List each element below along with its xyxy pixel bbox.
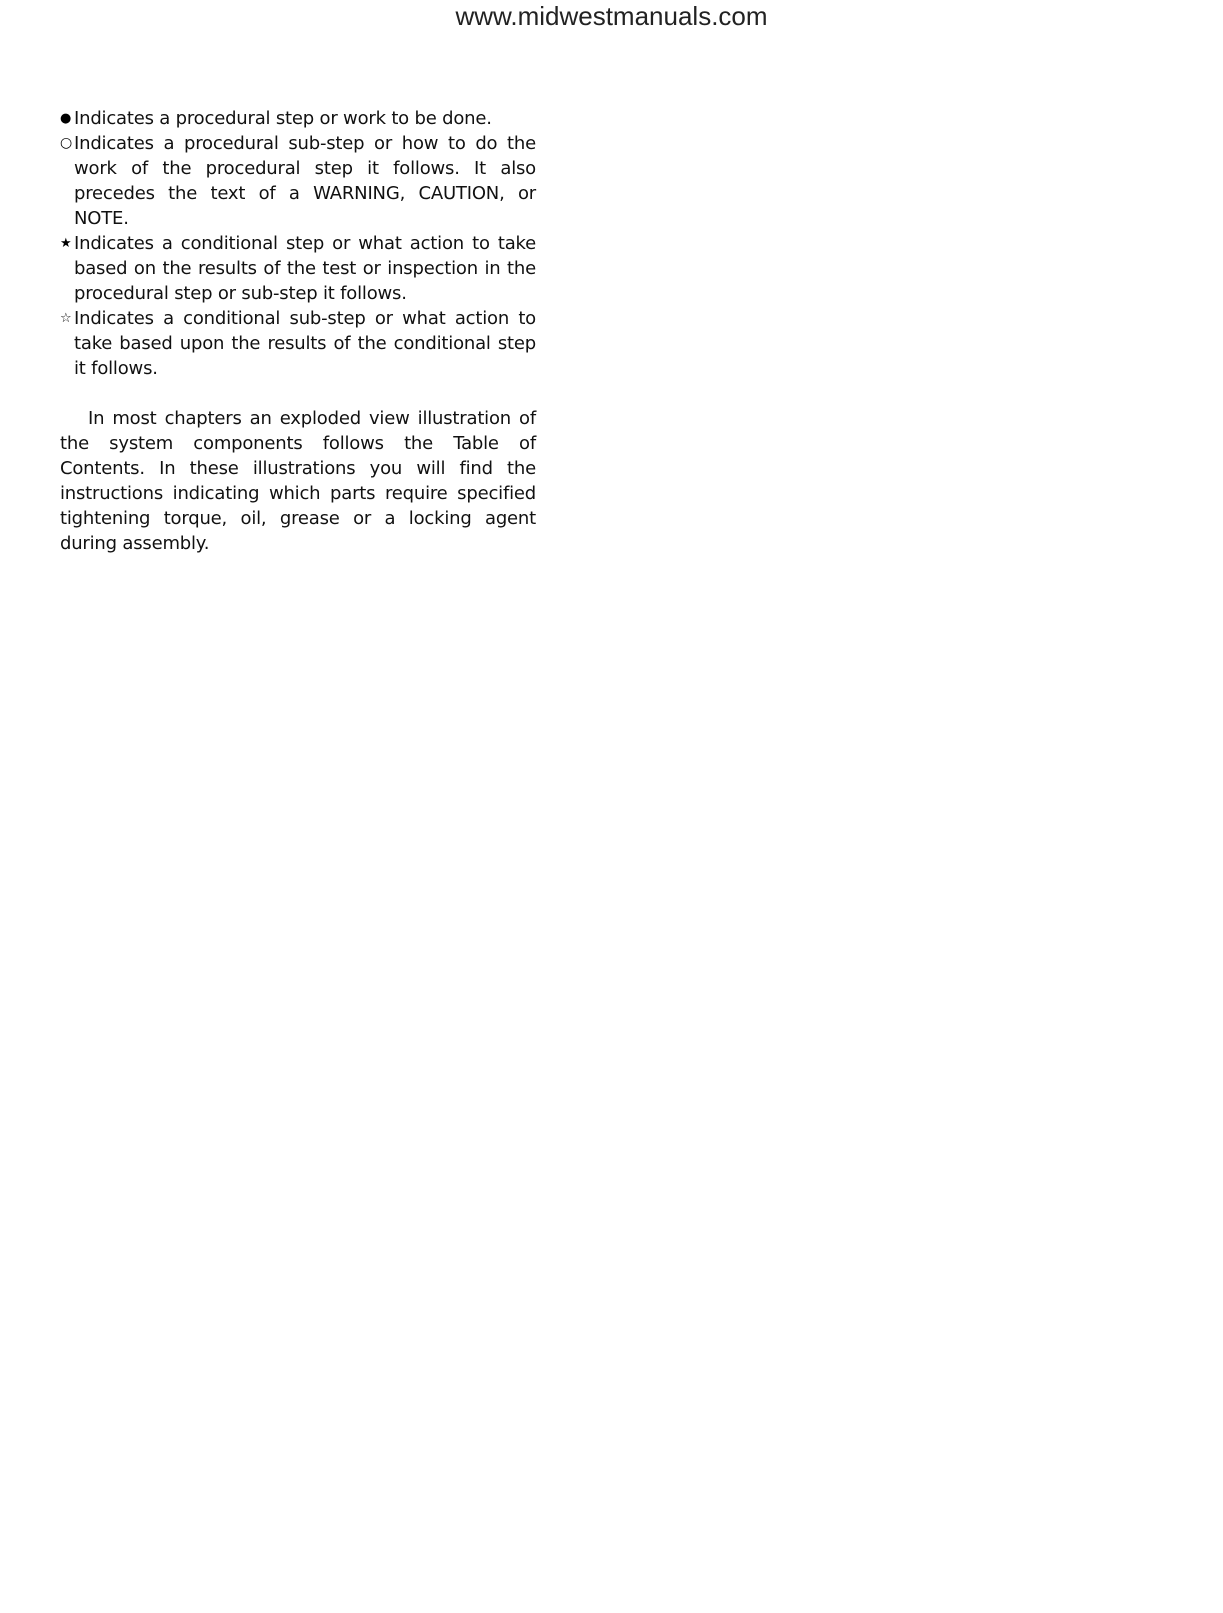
legend-item-text: Indicates a procedural step or work to be done. (74, 108, 492, 129)
legend-item-text: Indicates a conditional sub-step or what action to take based upon the results of the conditional step it follows. (74, 308, 536, 379)
legend-item-text: Indicates a procedural sub-step or how to do the work of the procedural step it follows. It also precedes the text of a WARNING, CAUTION, or NOTE. (74, 133, 536, 229)
legend-item-procedural-sub-step (60, 131, 536, 231)
symbol-legend-list (60, 106, 536, 381)
filled-dot-icon: ● (60, 111, 72, 126)
legend-item-text: Indicates a conditional step or what action to take based on the results of the test or inspection in the procedural step or sub-step it follows. (74, 233, 536, 304)
filled-star-icon: ★ (60, 236, 72, 251)
exploded-view-paragraph: In most chapters an exploded view illustration of the system components follows the Table of Contents. In these illustrations you will find the instructions indicating which parts require specified tightening torque, oil, grease or a locking agent during assembly. (60, 408, 536, 554)
legend-item-conditional-step (60, 231, 536, 306)
outline-star-icon: ☆ (60, 311, 72, 326)
hollow-circle-icon: ○ (60, 135, 73, 151)
manual-text-column (60, 106, 536, 556)
legend-item-conditional-sub-step (60, 306, 536, 381)
site-url-header: www.midwestmanuals.com (455, 1, 768, 31)
legend-item-procedural-step (60, 106, 536, 131)
